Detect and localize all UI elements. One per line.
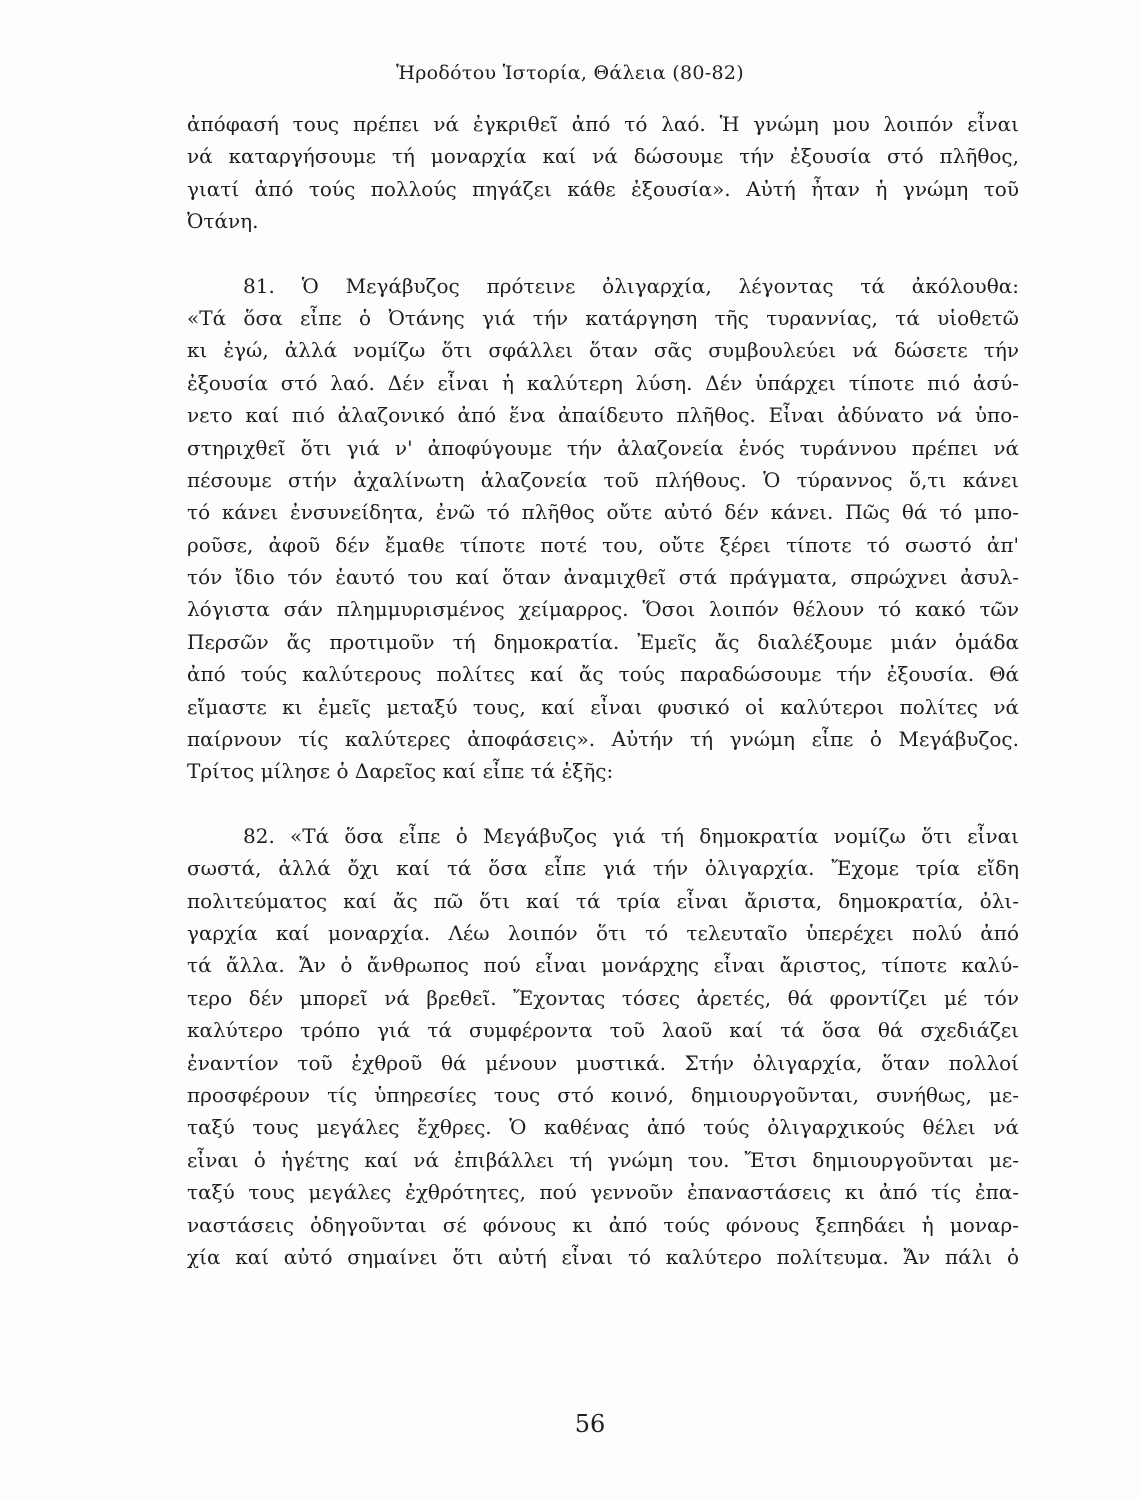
text-line: ἐξουσία στό λαό. Δέν εἶναι ἡ καλύτερη λύση. Δέν ὑπάρχει τίποτε πιό ἀσύ- [187, 370, 1019, 395]
text-line: πέσουμε στήν ἀχαλίνωτη ἀλαζονεία τοῦ πλήθους. Ὁ τύραννος ὅ,τι κάνει [187, 467, 1019, 492]
paragraph-gap [187, 238, 1019, 270]
paragraph-82 [187, 820, 1019, 1273]
text-line: «Τά ὅσα εἶπε ὁ Ὀτάνης γιά τήν κατάργηση τῆς τυραννίας, τά υἱοθετῶ [187, 305, 1019, 330]
text-line: καλύτερο τρόπο γιά τά συμφέροντα τοῦ λαοῦ καί τά ὅσα θά σχεδιάζει [187, 1018, 1019, 1043]
text-line: τόν ἴδιο τόν ἑαυτό του καί ὅταν ἀναμιχθεῖ στά πράγματα, σπρώχνει ἀσυλ- [187, 565, 1019, 590]
text-line: νετο καί πιό ἀλαζονικό ἀπό ἕνα ἀπαίδευτο πλῆθος. Εἶναι ἀδύνατο νά ὑπο- [187, 403, 1019, 428]
text-line: παίρνουν τίς καλύτερες ἀποφάσεις». Αὐτήν τή γνώμη εἶπε ὁ Μεγάβυζος. [187, 727, 1019, 752]
running-head: Ἡροδότου Ἱστορία, Θάλεια (80-82) [396, 62, 744, 84]
text-line: 81. Ὁ Μεγάβυζος πρότεινε ὀλιγαρχία, λέγοντας τά ἀκόλουθα: [243, 273, 1019, 298]
text-line: ἐναντίον τοῦ ἐχθροῦ θά μένουν μυστικά. Στήν ὀλιγαρχία, ὅταν πολλοί [187, 1050, 1019, 1075]
text-line: τό κάνει ἐνσυνείδητα, ἐνῶ τό πλῆθος οὔτε αὐτό δέν κάνει. Πῶς θά τό μπο- [187, 500, 1019, 525]
paragraph-gap [187, 788, 1019, 820]
text-line: κι ἐγώ, ἀλλά νομίζω ὅτι σφάλλει ὅταν σᾶς συμβουλεύει νά δώσετε τήν [187, 338, 1019, 363]
text-line: ταξύ τους μεγάλες ἔχθρες. Ὁ καθένας ἀπό τούς ὀλιγαρχικούς θέλει νά [187, 1115, 1019, 1140]
text-line: Τρίτος μίλησε ὁ Δαρεῖος καί εἶπε τά ἑξῆς: [187, 759, 614, 784]
text-line: εἶναι ὁ ἡγέτης καί νά ἐπιβάλλει τή γνώμη του. Ἔτσι δημιουργοῦνται με- [187, 1147, 1019, 1172]
text-line: ταξύ τους μεγάλες ἐχθρότητες, πού γεννοῦν ἐπαναστάσεις κι ἀπό τίς ἐπα- [187, 1180, 1019, 1205]
text-line: γαρχία καί μοναρχία. Λέω λοιπόν ὅτι τό τελευταῖο ὑπερέχει πολύ ἀπό [187, 920, 1019, 945]
paragraph-81 [187, 270, 1019, 788]
text-line: σωστά, ἀλλά ὄχι καί τά ὅσα εἶπε γιά τήν ὀλιγαρχία. Ἔχομε τρία εἴδη [187, 856, 1019, 881]
text-line: τερο δέν μπορεῖ νά βρεθεῖ. Ἔχοντας τόσες ἀρετές, θά φροντίζει μέ τόν [187, 985, 1019, 1010]
page-number: 56 [574, 1410, 606, 1438]
text-line: νά καταργήσουμε τή μοναρχία καί νά δώσουμε τήν ἐξουσία στό πλῆθος, [187, 144, 1019, 169]
text-line: γιατί ἀπό τούς πολλούς πηγάζει κάθε ἐξουσία». Αὐτή ἦταν ἡ γνώμη τοῦ [187, 176, 1019, 201]
text-line: ἀπό τούς καλύτερους πολίτες καί ἄς τούς παραδώσουμε τήν ἐξουσία. Θά [187, 662, 1019, 687]
text-line: λόγιστα σάν πλημμυρισμένος χείμαρρος. Ὅσοι λοιπόν θέλουν τό κακό τῶν [187, 597, 1019, 622]
text-line: πολιτεύματος καί ἄς πῶ ὅτι καί τά τρία εἶναι ἄριστα, δημοκρατία, ὀλι- [187, 888, 1019, 913]
text-line: Ὀτάνη. [187, 209, 259, 234]
text-line: ναστάσεις ὁδηγοῦνται σέ φόνους κι ἀπό τούς φόνους ξεπηδάει ἡ μοναρ- [187, 1212, 1019, 1237]
text-line: 82. «Τά ὅσα εἶπε ὁ Μεγάβυζος γιά τή δημοκρατία νομίζω ὅτι εἶναι [243, 823, 1019, 848]
text-block [187, 108, 1019, 1273]
text-line: εἴμαστε κι ἐμεῖς μεταξύ τους, καί εἶναι φυσικό οἱ καλύτεροι πολίτες νά [187, 694, 1019, 719]
paragraph-80-end [187, 108, 1019, 238]
text-line: ροῦσε, ἀφοῦ δέν ἔμαθε τίποτε ποτέ του, οὔτε ξέρει τίποτε τό σωστό ἀπ' [187, 532, 1019, 557]
text-line: στηριχθεῖ ὅτι γιά ν' ἀποφύγουμε τήν ἀλαζονεία ἑνός τυράννου πρέπει νά [187, 435, 1019, 460]
text-line: Περσῶν ἄς προτιμοῦν τή δημοκρατία. Ἐμεῖς ἄς διαλέξουμε μιάν ὁμάδα [187, 629, 1019, 654]
text-line: χία καί αὐτό σημαίνει ὅτι αὐτή εἶναι τό καλύτερο πολίτευμα. Ἄν πάλι ὁ [187, 1244, 1019, 1269]
text-line: προσφέρουν τίς ὑπηρεσίες τους στό κοινό, δημιουργοῦνται, συνήθως, με- [187, 1082, 1019, 1107]
text-line: τά ἄλλα. Ἄν ὁ ἄνθρωπος πού εἶναι μονάρχης εἶναι ἄριστος, τίποτε καλύ- [187, 953, 1019, 978]
text-line: ἀπόφασή τους πρέπει νά ἐγκριθεῖ ἀπό τό λαό. Ἡ γνώμη μου λοιπόν εἶναι [187, 112, 1019, 136]
